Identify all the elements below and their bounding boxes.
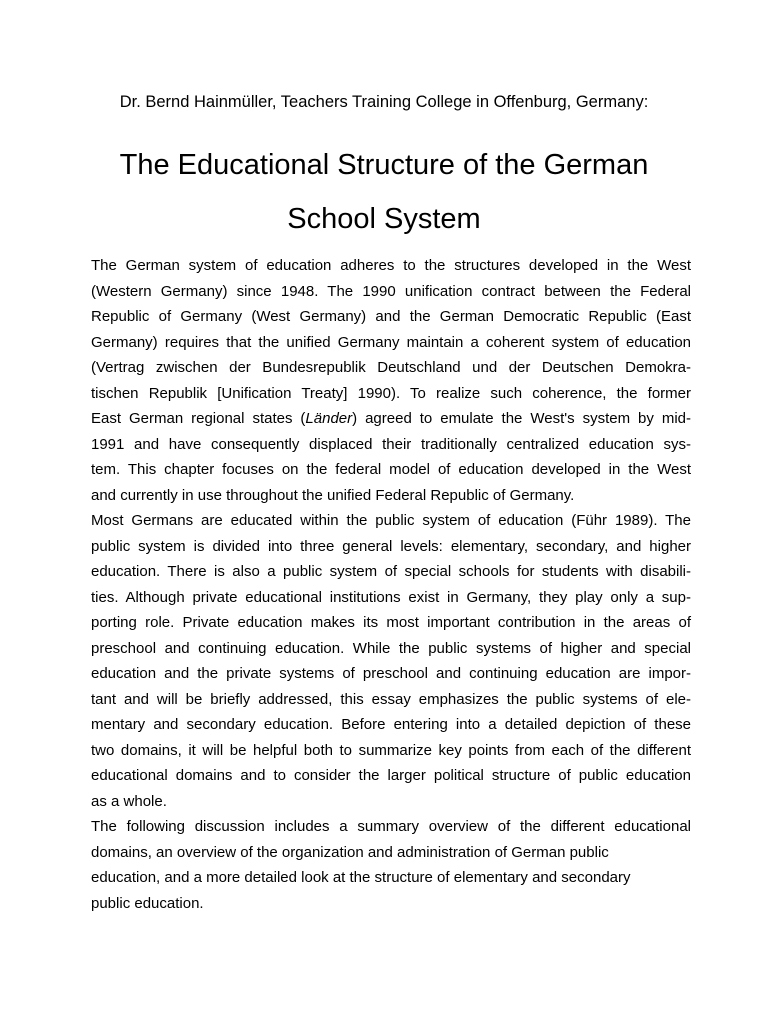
text-line: public system is divided into three general levels: elementary, secondary, and higher xyxy=(91,537,691,555)
text-line: tem. This chapter focuses on the federal model of education developed in the West xyxy=(91,461,691,478)
paragraph-3 xyxy=(91,814,691,916)
page-title xyxy=(0,138,768,246)
text-line: education, and a more detailed look at the structure of elementary and secondary xyxy=(91,869,631,886)
text-line: tant and will be briefly addressed, this essay emphasizes the public systems of ele- xyxy=(91,690,691,708)
text-line: Most Germans are educated within the public system of education (Führ 1989). The xyxy=(91,512,691,529)
text-line: public education. xyxy=(91,894,204,912)
text-line: 1991 and have consequently displaced their traditionally centralized education sys- xyxy=(91,435,691,453)
text-line: tischen Republik [Unification Treaty] 1990). To realize such coherence, the former xyxy=(91,384,691,402)
text-line: preschool and continuing education. While the public systems of higher and special xyxy=(91,639,691,657)
text-line: domains, an overview of the organization and administration of German public xyxy=(91,843,609,861)
text-line: The German system of education adheres to the structures developed in the West xyxy=(91,257,691,274)
text-line: porting role. Private education makes its most important contribution in the areas of xyxy=(91,614,691,631)
text-line: education and the private systems of preschool and continuing education are impor- xyxy=(91,665,691,682)
paragraph-2 xyxy=(91,508,691,814)
text-line: Republic of Germany (West Germany) and the German Democratic Republic (East xyxy=(91,308,691,325)
text-line: (Western Germany) since 1948. The 1990 unification contract between the Federal xyxy=(91,282,691,300)
text-line: ties. Although private educational institutions exist in Germany, they play only a sup- xyxy=(91,588,691,606)
text-segment: East German regional states ( xyxy=(91,410,306,427)
author-line: Dr. Bernd Hainmüller, Teachers Training College in Offenburg, Germany: xyxy=(119,93,649,111)
text-line: two domains, it will be helpful both to summarize key points from each of the different xyxy=(91,741,691,759)
text-line: Germany) requires that the unified Germany maintain a coherent system of education xyxy=(91,333,691,351)
text-line: (Vertrag zwischen der Bundesrepublik Deutschland und der Deutschen Demokra- xyxy=(91,359,691,376)
emphasized-term: Länder xyxy=(305,410,353,427)
title-line-2: School System xyxy=(287,203,481,235)
text-line: as a whole. xyxy=(91,792,167,810)
paragraph-1 xyxy=(91,253,691,508)
text-line: The following discussion includes a summary overview of the different educational xyxy=(91,818,691,835)
document-body xyxy=(91,253,691,916)
text-line: and currently in use throughout the unified Federal Republic of Germany. xyxy=(91,486,575,504)
text-line-with-emphasis xyxy=(91,406,691,432)
text-segment: ) agreed to emulate the West's system by mid- xyxy=(352,410,691,427)
text-line: mentary and secondary education. Before entering into a detailed depiction of these xyxy=(91,716,691,733)
text-line: education. There is also a public system of special schools for students with disabili- xyxy=(91,563,691,580)
text-line: educational domains and to consider the larger political structure of public education xyxy=(91,767,691,784)
title-line-1: The Educational Structure of the German xyxy=(119,149,649,181)
